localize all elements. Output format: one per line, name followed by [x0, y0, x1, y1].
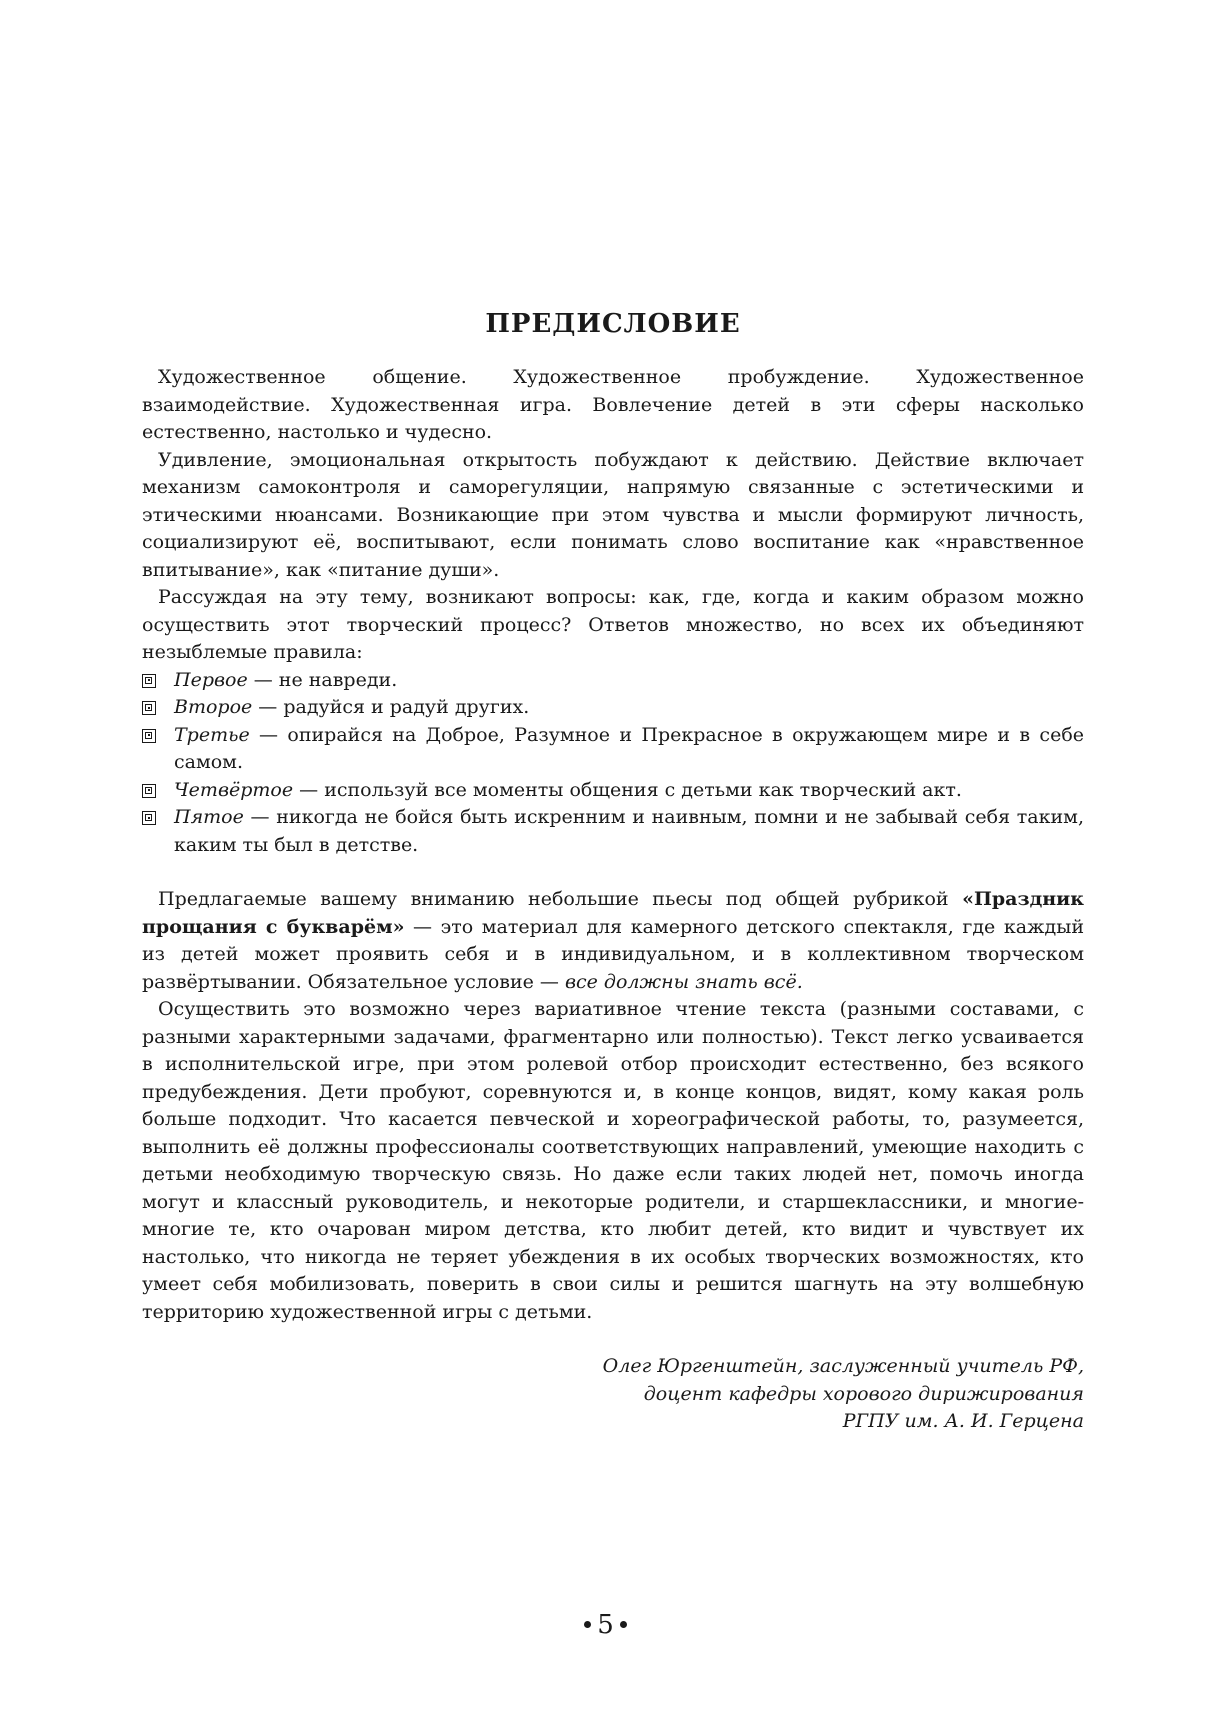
rule-term: Четвёртое: [174, 778, 294, 801]
rubric-title: «Праздник прощания с букварём»: [142, 888, 1084, 938]
condition-emphasis: все должны знать всё.: [564, 970, 803, 993]
square-bullet-icon: [142, 811, 156, 825]
rule-text: — используй все моменты общения с детьми как творческий акт.: [293, 778, 962, 801]
page-title: ПРЕДИСЛОВИЕ: [485, 309, 741, 339]
paragraph-1: Художественное общение. Художественное пробуждение. Художественное взаимодействие. Художественная игра. Вовлечение детей в эти сферы насколько естественно, настолько и чудесно.: [142, 366, 1084, 443]
paragraph-4-text: Предлагаемые вашему вниманию небольшие пьесы под общей рубрикой: [158, 888, 963, 910]
rule-text: — радуйся и радуй других.: [252, 696, 530, 718]
signature-line-3: РГПУ им. А. И. Герцена: [842, 1410, 1084, 1432]
rule-item-4: [142, 777, 1084, 805]
rule-item-3: [142, 722, 1084, 777]
body-text: [142, 364, 1084, 1326]
author-signature: [142, 1353, 1084, 1436]
section-spacer: [142, 859, 1084, 886]
square-bullet-icon: [142, 674, 156, 688]
page-number-value: 5: [597, 1610, 614, 1640]
paragraph-5: Осуществить это возможно через вариативное чтение текста (разными составами, с разными характерными задачами, фрагментарно или полностью). Текст легко усваивается в исполнительской игре, при этом ролевой отбор происходит естественно, без всякого предубеждения. Дети пробуют, соревнуются и, в конце концов, видят, кому какая роль больше подходит. Что касается певческой и хореографической работы, то, разумеется, выполнить её должны профессионалы соответствующих направлений, умеющие находить с детьми необходимую творческую связь. Но даже если таких людей нет, помочь иногда могут и классный руководитель, и некоторые родители, и старшеклассники, и многие-многие те, кто очарован миром детства, кто любит детей, кто видит и чувствует их настолько, что никогда не теряет убеждения в их особых творческих возможностях, кто умеет себя мобилизовать, поверить в свои силы и решится шагнуть на эту волшебную территорию художественной игры с детьми.: [142, 998, 1084, 1323]
rule-text: — не навреди.: [247, 668, 398, 691]
rule-item-5: [142, 804, 1084, 859]
rule-term: Второе: [174, 696, 253, 718]
page-number: [0, 1610, 1211, 1640]
paragraph-3: Рассуждая на эту тему, возникают вопросы: как, где, когда и каким образом можно осуществить этот творческий процесс? Ответов множество, но всех их объединяют незыблемые правила:: [142, 586, 1084, 663]
rule-item-2: [142, 694, 1084, 722]
rule-text: — опирайся на Доброе, Разумное и Прекрасное в окружающем мире и в себе самом.: [174, 723, 1084, 773]
rule-item-1: [142, 667, 1084, 695]
square-bullet-icon: [142, 729, 156, 743]
rules-list: [142, 667, 1084, 860]
page-content: [142, 306, 1084, 1436]
paragraph-2: Удивление, эмоциональная открытость побуждают к действию. Действие включает механизм самоконтроля и саморегуляции, напрямую связанные с эстетическими и этическими нюансами. Возникающие при этом чувства и мысли формируют личность, социализируют её, воспитывают, если понимать слово воспитание как «нравственное впитывание», как «питание души».: [142, 448, 1084, 581]
signature-line-1: Олег Юргенштейн, заслуженный учитель РФ,: [602, 1355, 1084, 1377]
bullet-dot-icon: [584, 1621, 591, 1628]
bullet-dot-icon: [620, 1621, 627, 1628]
signature-line-2: доцент кафедры хорового дирижирования: [643, 1382, 1084, 1405]
paragraph-4-middle: — это материал для камерного детского спектакля, где каждый из детей может проявить себя и в индивидуальном, и в коллективном творческом развёртывании. Обязательное условие —: [142, 915, 1084, 993]
square-bullet-icon: [142, 784, 156, 798]
rule-term: Пятое: [174, 806, 244, 828]
square-bullet-icon: [142, 701, 156, 715]
rule-term: Третье: [174, 723, 250, 746]
paragraph-4: [142, 886, 1084, 996]
rule-term: Первое: [174, 668, 248, 691]
rule-text: — никогда не бойся быть искренним и наивным, помни и не забывай себя таким, каким ты был в детстве.: [174, 806, 1084, 856]
